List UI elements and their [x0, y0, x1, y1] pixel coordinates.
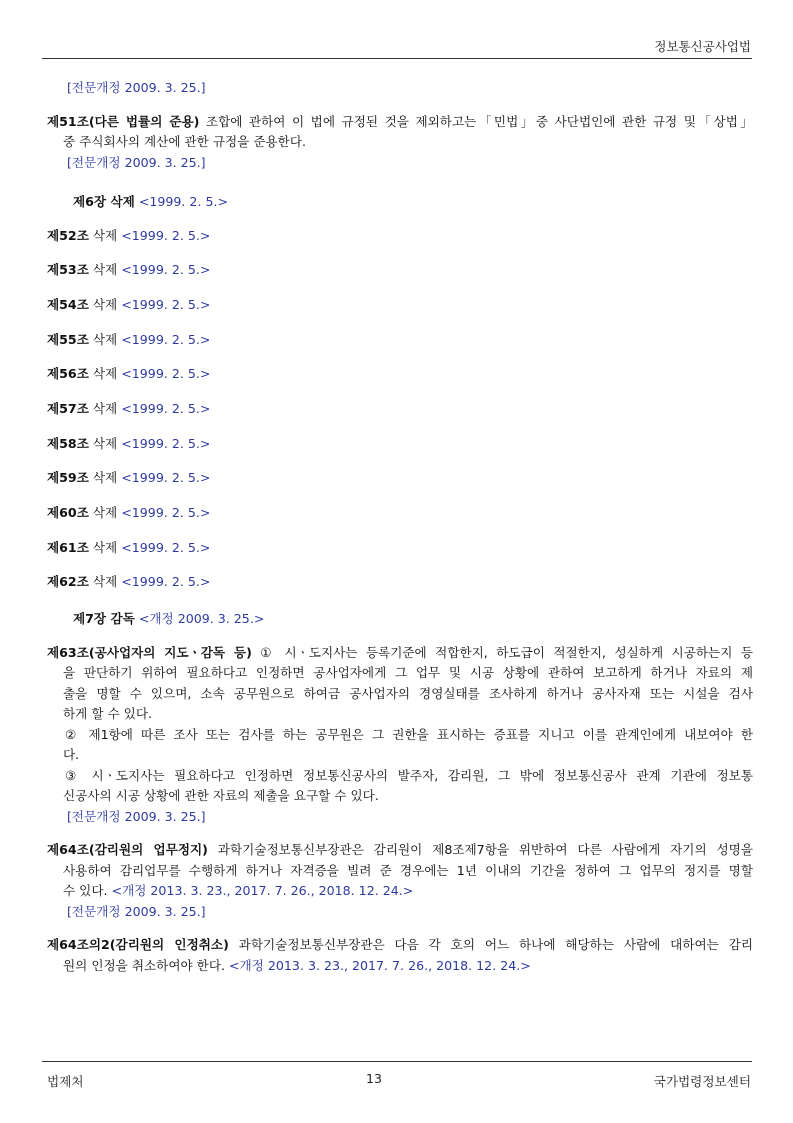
page-number: 13 [366, 1071, 383, 1086]
article-number: 제58조 [47, 435, 89, 451]
deleted-text: 삭제 [92, 262, 118, 278]
article-51-line-2: 중 주식회사의 계산에 관한 규정을 준용한다. [63, 134, 306, 149]
deleted-article [47, 538, 753, 573]
deleted-article-list [47, 226, 753, 608]
article-text: 원의 인정을 취소하여야 한다. [63, 957, 225, 973]
deleted-text: 삭제 [92, 366, 118, 382]
document-body [47, 78, 753, 976]
footer-source: 국가법령정보센터 [653, 1074, 751, 1089]
footer-divider [42, 1061, 752, 1062]
article-number: 제61조 [47, 539, 89, 555]
deleted-text: 삭제 [92, 227, 118, 243]
document-title: 정보통신공사업법 [654, 39, 751, 54]
deleted-text: 삭제 [92, 400, 118, 416]
deleted-text: 삭제 [92, 505, 118, 520]
chapter-date: <개정 2009. 3. 25.> [138, 611, 265, 627]
deleted-date: <1999. 2. 5.> [121, 262, 211, 278]
chapter-date: <1999. 2. 5.> [138, 194, 229, 209]
revision-note: [전문개정 2009. 3. 25.] [67, 80, 206, 95]
article-64 [47, 840, 753, 922]
article-number: 제52조 [47, 227, 89, 243]
deleted-article [47, 399, 753, 434]
deleted-date: <1999. 2. 5.> [121, 227, 211, 243]
article-63-line-3: 출을 명할 수 있으며, 소속 공무원으로 하여금 공사업자의 경영실태를 조사하게 하거나 공사자재 또는 시설을 검사 [63, 685, 753, 701]
revision-note: [전문개정 2009. 3. 25.] [67, 154, 206, 170]
deleted-article [47, 434, 753, 469]
article-text: 수 있다. [63, 883, 108, 899]
revision-note: [전문개정 2009. 3. 25.] [67, 903, 206, 919]
article-63-para-2-line-2: 다. [63, 747, 80, 763]
deleted-date: <1999. 2. 5.> [121, 539, 211, 555]
deleted-article [47, 503, 753, 538]
article-64-2-line-2 [47, 956, 753, 977]
footer-publisher: 법제처 [47, 1074, 84, 1089]
article-64-2 [47, 935, 753, 976]
article-heading: 제51조(다른 법률의 준용) [47, 113, 200, 129]
article-51 [47, 112, 753, 174]
deleted-text: 삭제 [92, 539, 118, 555]
deleted-article [47, 330, 753, 365]
article-number: 제56조 [47, 366, 89, 382]
article-text: 과학기술정보통신부장관은 감리원이 제8조제7항을 위반하여 다른 사람에게 자기의 성명을 [207, 842, 753, 858]
article-text: ① 시ㆍ도지사는 등록기준에 적합한지, 하도급이 적절한지, 성실하게 시공하는지 등 [251, 644, 753, 660]
deleted-text: 삭제 [92, 574, 118, 590]
article-64-line-1 [47, 840, 753, 861]
revision-note: [전문개정 2009. 3. 25.] [67, 808, 206, 824]
chapter-6-heading [47, 192, 753, 213]
amendment-note: <개정 2013. 3. 23., 2017. 7. 26., 2018. 12. 24.> [107, 883, 414, 899]
deleted-date: <1999. 2. 5.> [121, 574, 211, 590]
deleted-article [47, 364, 753, 399]
deleted-date: <1999. 2. 5.> [121, 331, 211, 347]
article-51-line-1 [47, 112, 753, 133]
deleted-date: <1999. 2. 5.> [121, 505, 211, 520]
deleted-date: <1999. 2. 5.> [121, 470, 211, 486]
article-number: 제59조 [47, 470, 89, 486]
article-text: 과학기술정보통신부장관은 다음 각 호의 어느 하나에 해당하는 사람에 대하여는 감리 [228, 937, 753, 953]
article-number: 제54조 [47, 296, 89, 312]
article-63-line-4: 하게 할 수 있다. [63, 706, 153, 722]
article-heading: 제63조(공사업자의 지도ㆍ감독 등) [47, 644, 252, 660]
article-number: 제60조 [47, 505, 89, 520]
deleted-article [47, 260, 753, 295]
article-number: 제55조 [47, 331, 89, 347]
deleted-text: 삭제 [92, 470, 118, 486]
article-number: 제57조 [47, 400, 89, 416]
deleted-date: <1999. 2. 5.> [121, 400, 211, 416]
article-text: 조합에 관하여 이 법에 규정된 것을 제외하고는「민법」중 사단법인에 관한 규정 및「상법」 [199, 113, 754, 129]
article-64-line-2: 사용하여 감리업무를 수행하게 하거나 자격증을 빌려 준 경우에는 1년 이내의 기간을 정하여 그 업무의 정지를 명할 [63, 862, 753, 878]
deleted-date: <1999. 2. 5.> [121, 366, 211, 382]
article-63-line-2: 을 판단하기 위하여 필요하다고 인정하면 공사업자에게 그 업무 및 시공 상황에 관하여 보고하게 하거나 자료의 제 [63, 665, 753, 681]
article-number: 제53조 [47, 262, 89, 278]
chapter-title: 제7장 감독 [73, 611, 135, 627]
chapter-7-heading [47, 609, 753, 630]
amendment-note: <개정 2013. 3. 23., 2017. 7. 26., 2018. 12. 24.> [225, 957, 531, 973]
article-63-para-3-line-2: 신공사의 시공 상황에 관한 자료의 제출을 요구할 수 있다. [63, 788, 379, 804]
deleted-article [47, 468, 753, 503]
deleted-article [47, 295, 753, 330]
deleted-date: <1999. 2. 5.> [121, 296, 211, 312]
deleted-date: <1999. 2. 5.> [121, 435, 211, 451]
deleted-text: 삭제 [92, 331, 118, 347]
article-heading: 제64조(감리원의 업무정지) [47, 842, 208, 858]
article-64-2-line-1 [47, 935, 753, 956]
deleted-text: 삭제 [92, 435, 118, 451]
article-number: 제62조 [47, 574, 89, 590]
article-63-para-3-line-1: ③ 시ㆍ도지사는 필요하다고 인정하면 정보통신공사의 발주자, 감리원, 그 밖에 정보통신공사 관계 기관에 정보통 [65, 767, 753, 783]
deleted-text: 삭제 [92, 296, 118, 312]
article-63 [47, 643, 753, 828]
deleted-article [47, 572, 753, 607]
article-63-line-1 [47, 643, 753, 664]
deleted-article [47, 226, 753, 261]
chapter-title: 제6장 삭제 [73, 194, 135, 209]
article-64-line-3 [47, 881, 753, 902]
article-heading: 제64조의2(감리원의 인정취소) [47, 937, 229, 953]
article-63-para-2-line-1: ② 제1항에 따른 조사 또는 검사를 하는 공무원은 그 권한을 표시하는 증표를 지니고 이를 관계인에게 내보여야 한 [65, 726, 753, 742]
header-divider [42, 58, 752, 59]
